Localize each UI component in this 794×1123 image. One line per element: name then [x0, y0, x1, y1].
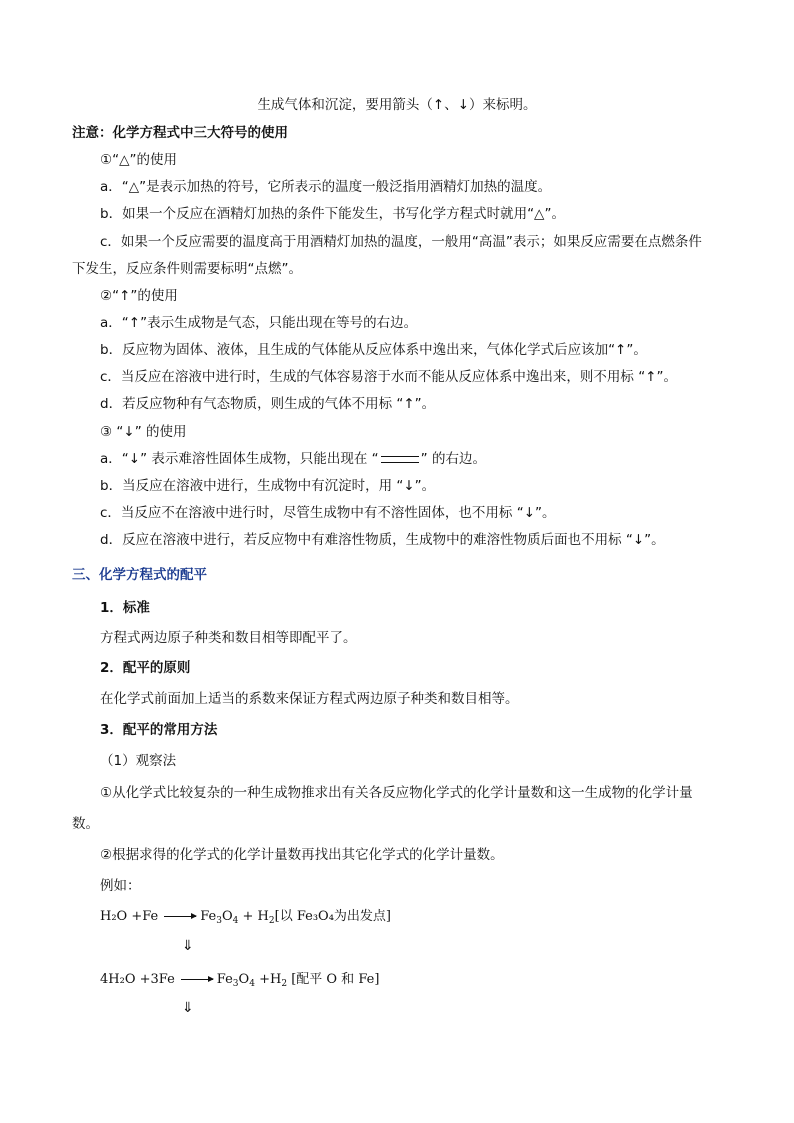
note-title: 注意：化学方程式中三大符号的使用	[72, 125, 288, 141]
down-double-arrow-icon: ⇓	[182, 938, 194, 954]
reaction-arrow-icon	[181, 979, 213, 980]
principle-title: 2．配平的原则	[100, 660, 191, 676]
equation-2: 4H₂O +3Fe $Fe_3O_4 +H_2$ [配平 O 和 Fe]	[100, 972, 380, 989]
down-item-c: c．当反应不在溶液中进行时，尽管生成物中有不溶性固体，也不用标 “↓”。	[100, 505, 556, 521]
up-section-title: ②“↑”的使用	[100, 288, 178, 304]
up-item-b: b．反应物为固体、液体，且生成的气体能从反应体系中逸出来，气体化学式后应该加“↑”。	[100, 342, 647, 358]
section3-title: 三、化学方程式的配平	[72, 567, 207, 583]
standard-title: 1．标准	[100, 600, 150, 616]
eq2-left: 4H₂O +3Fe	[100, 972, 175, 987]
down-section-title: ③ “↓” 的使用	[100, 424, 187, 440]
down-item-a	[100, 450, 486, 468]
principle-text: 在化学式前面加上适当的系数来保证方程式两边原子种类和数目相等。	[100, 691, 519, 707]
intro-line: 生成气体和沉淀，要用箭头（↑、↓）来标明。	[257, 97, 537, 113]
down-item-b: b．当反应在溶液中进行，生成物中有沉淀时，用 “↓”。	[100, 478, 436, 494]
methods-title: 3．配平的常用方法	[100, 722, 218, 738]
eq1-left: H₂O +Fe	[100, 909, 159, 924]
down-item-d: d．反应在溶液中进行，若反应物中有难溶性物质，生成物中的难溶性物质后面也不用标 “↓”。	[100, 532, 665, 548]
down-item-a-post: ” 的右边。	[420, 451, 486, 467]
step2: ②根据求得的化学式的化学计量数再找出其它化学式的化学计量数。	[100, 847, 504, 863]
eq1-note: [以 Fe₃O₄为出发点]	[274, 909, 391, 924]
delta-section-title: ①“△”的使用	[100, 152, 177, 168]
example-label: 例如：	[100, 878, 141, 894]
equation-1: H₂O +Fe $Fe_3O_4 + H_2$[以 Fe₃O₄为出发点]	[100, 909, 391, 926]
delta-item-b: b．如果一个反应在酒精灯加热的条件下能发生，书写化学方程式时就用“△”。	[100, 206, 565, 222]
up-item-c: c．当反应在溶液中进行时，生成的气体容易溶于水而不能从反应体系中逸出来，则不用标 “↑”。	[100, 369, 678, 385]
down-double-arrow-icon: ⇓	[182, 1000, 194, 1016]
delta-item-c-line2: 下发生，反应条件则需要标明“点燃”。	[72, 261, 302, 277]
delta-item-a: a．“△”是表示加热的符号，它所表示的温度一般泛指用酒精灯加热的温度。	[100, 179, 552, 195]
standard-text: 方程式两边原子种类和数目相等即配平了。	[100, 630, 357, 646]
step1-line2: 数。	[72, 816, 99, 832]
step1-line1: ①从化学式比较复杂的一种生成物推求出有关各反应物化学式的化学计量数和这一生成物的化学计量	[100, 785, 693, 801]
equals-sign-icon	[381, 456, 419, 463]
eq2-note: [配平 O 和 Fe]	[291, 972, 380, 987]
up-item-a: a．“↑”表示生成物是气态，只能出现在等号的右边。	[100, 315, 418, 331]
up-item-d: d．若反应物种有气态物质，则生成的气体不用标 “↑”。	[100, 396, 436, 412]
reaction-arrow-icon	[164, 916, 196, 917]
observation-method: （1）观察法	[100, 753, 177, 769]
delta-item-c-line1: c．如果一个反应需要的温度高于用酒精灯加热的温度，一般用“高温”表示；如果反应需要在点燃条件	[100, 234, 702, 250]
down-item-a-pre: a．“↓” 表示难溶性固体生成物，只能出现在 “	[100, 451, 379, 467]
